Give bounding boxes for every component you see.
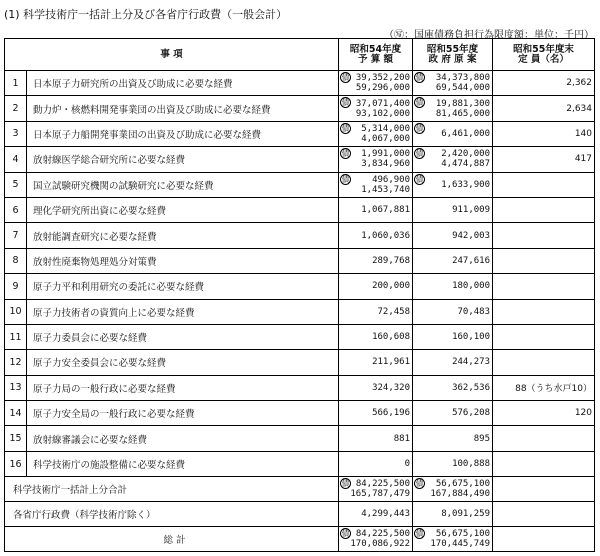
row-number: 3	[5, 121, 27, 146]
row-item: 国立試験研究機関の試験研究に必要な経費	[27, 172, 339, 197]
row-number: 15	[5, 426, 27, 451]
fy55-value-line: 70,483	[457, 306, 490, 317]
total-row-label: 総 計	[5, 527, 339, 552]
fy54-value-line: 84,225,500	[355, 479, 410, 490]
header-fy55-draft: 昭和55年度 政 府 原 案	[413, 39, 493, 71]
subtotal-row	[5, 477, 595, 502]
fy55-value-line: 100,888	[452, 459, 490, 470]
fy55-value	[413, 274, 493, 299]
row-number: 2	[5, 96, 27, 121]
staff-value: 140	[493, 121, 595, 146]
row-item: 放射能調査研究に必要な経費	[27, 223, 339, 248]
fy54-value	[339, 527, 413, 552]
fy54-value-line: 170,086,922	[350, 539, 410, 550]
row-number: 11	[5, 324, 27, 349]
table-row	[5, 350, 595, 375]
fy55-value	[413, 502, 493, 527]
fy55-value-line: 247,616	[452, 255, 490, 266]
staff-value	[493, 299, 595, 324]
fy54-value-line: 881	[393, 433, 410, 444]
table-row	[5, 324, 595, 349]
fy54-value	[339, 299, 413, 324]
fy54-value-line: 5,314,000	[361, 123, 410, 134]
fy54-value-line: 1,067,881	[361, 205, 410, 216]
row-number: 16	[5, 451, 27, 476]
header-item: 事 項	[5, 39, 339, 71]
staff-value: 417	[493, 147, 595, 172]
debt-limit-mark: 債	[415, 529, 424, 539]
staff-value	[493, 426, 595, 451]
fy54-value-line: 566,196	[372, 408, 410, 419]
staff-value	[493, 274, 595, 299]
row-number: 1	[5, 71, 27, 96]
fy55-value-line: 56,675,100	[435, 529, 490, 540]
row-number: 5	[5, 172, 27, 197]
row-item: 原子力技術者の資質向上に必要な経費	[27, 299, 339, 324]
fy55-value	[413, 121, 493, 146]
table-row	[5, 426, 595, 451]
fy55-value-line: 244,273	[452, 357, 490, 368]
fy55-value	[413, 375, 493, 400]
fy54-value	[339, 121, 413, 146]
row-number: 8	[5, 248, 27, 273]
staff-value	[493, 223, 595, 248]
fy54-value	[339, 71, 413, 96]
row-item: 日本原子力研究所の出資及び助成に必要な経費	[27, 71, 339, 96]
fy55-value	[413, 96, 493, 121]
fy54-value-line: 3,834,960	[361, 159, 410, 170]
staff-value: 2,634	[493, 96, 595, 121]
row-item: 放射線医学総合研究所に必要な経費	[27, 147, 339, 172]
debt-limit-mark: 債	[415, 149, 424, 159]
fy54-value-line: 37,071,400	[355, 98, 410, 109]
unit-note: （㊢：国庫債務負担行為限度額：単位：千円）	[384, 30, 594, 41]
row-item: 動力炉・核燃料開発事業団の出資及び助成に必要な経費	[27, 96, 339, 121]
debt-limit-mark: 債	[341, 174, 350, 184]
total-row	[5, 527, 595, 552]
staff-value	[493, 172, 595, 197]
fy55-value	[413, 197, 493, 222]
row-item: 原子力安全局の一般行政に必要な経費	[27, 401, 339, 426]
fy54-value-line: 72,458	[377, 306, 410, 317]
table-row	[5, 147, 595, 172]
row-number: 13	[5, 375, 27, 400]
fy54-value-line: 59,296,000	[355, 83, 410, 94]
fy55-value	[413, 248, 493, 273]
debt-limit-mark: 債	[415, 123, 424, 133]
budget-table	[4, 38, 595, 552]
debt-limit-mark: 債	[341, 149, 350, 159]
fy55-value-line: 56,675,100	[435, 479, 490, 490]
row-item: 日本原子力船開発事業団の出資及び助成に必要な経費	[27, 121, 339, 146]
row-item: 原子力安全委員会に必要な経費	[27, 350, 339, 375]
table-row	[5, 96, 595, 121]
debt-limit-mark: 債	[415, 98, 424, 108]
fy54-value-line: 4,299,443	[361, 509, 410, 520]
debt-limit-mark: 債	[415, 73, 424, 82]
fy54-value	[339, 401, 413, 426]
row-number: 14	[5, 401, 27, 426]
fy54-value-line: 84,225,500	[355, 529, 410, 540]
fy55-value-line: 942,003	[452, 230, 490, 241]
table-row	[5, 248, 595, 273]
fy55-value-line: 170,445,749	[430, 539, 490, 550]
staff-value	[493, 527, 595, 552]
fy55-value	[413, 223, 493, 248]
fy55-value-line: 8,091,259	[441, 509, 490, 520]
fy54-value-line: 1,453,740	[361, 184, 410, 195]
fy55-value	[413, 324, 493, 349]
staff-value	[493, 248, 595, 273]
fy55-value-line: 362,536	[452, 382, 490, 393]
fy54-value-line: 160,608	[372, 332, 410, 343]
staff-value	[493, 451, 595, 476]
fy54-value	[339, 96, 413, 121]
fy55-value	[413, 147, 493, 172]
staff-value: 2,362	[493, 71, 595, 96]
row-number: 7	[5, 223, 27, 248]
fy54-value-line: 1,060,036	[361, 230, 410, 241]
fy54-value-line: 0	[404, 459, 410, 470]
fy55-value	[413, 71, 493, 96]
staff-value: 120	[493, 401, 595, 426]
ministries-row-label: 各省庁行政費（科学技術庁除く）	[5, 502, 339, 527]
debt-limit-mark: 債	[341, 73, 350, 82]
table-title: (1) 科学技術庁一括計上分及び各省庁行政費（一般会計）	[4, 8, 288, 21]
fy55-value	[413, 451, 493, 476]
table-row	[5, 274, 595, 299]
staff-value: 88（うち水戸10）	[493, 375, 595, 400]
fy55-value	[413, 401, 493, 426]
debt-limit-mark: 債	[415, 479, 424, 489]
row-item: 理化学研究所出資に必要な経費	[27, 197, 339, 222]
fy54-value	[339, 172, 413, 197]
staff-value	[493, 324, 595, 349]
fy54-value-line: 39,352,200	[355, 73, 410, 84]
staff-value	[493, 197, 595, 222]
staff-value	[493, 477, 595, 502]
table-row	[5, 451, 595, 476]
fy54-value-line: 289,768	[372, 255, 410, 266]
debt-limit-mark: 債	[341, 123, 350, 133]
fy55-value-line: 167,884,490	[430, 489, 490, 500]
subtotal-row-label: 科学技術庁一括計上分合計	[5, 477, 339, 502]
fy55-value	[413, 477, 493, 502]
fy54-value-line: 200,000	[372, 281, 410, 292]
fy55-value	[413, 350, 493, 375]
fy54-value-line: 324,320	[372, 382, 410, 393]
row-number: 10	[5, 299, 27, 324]
row-number: 9	[5, 274, 27, 299]
table-row	[5, 172, 595, 197]
fy55-value-line: 34,373,800	[435, 73, 490, 84]
staff-value	[493, 502, 595, 527]
row-number: 4	[5, 147, 27, 172]
row-item: 原子力委員会に必要な経費	[27, 324, 339, 349]
fy55-value-line: 69,544,000	[435, 83, 490, 94]
staff-value	[493, 350, 595, 375]
fy54-value	[339, 197, 413, 222]
fy54-value	[339, 375, 413, 400]
fy55-value-line: 2,420,000	[441, 149, 490, 160]
table-row	[5, 197, 595, 222]
fy55-value-line: 19,881,300	[435, 98, 490, 109]
fy54-value-line: 165,787,479	[350, 489, 410, 500]
header-fy54-budget: 昭和54年度 予 算 額	[339, 39, 413, 71]
row-item: 科学技術庁の施設整備に必要な経費	[27, 451, 339, 476]
fy55-value-line: 911,009	[452, 205, 490, 216]
fy55-value-line: 180,000	[452, 281, 490, 292]
fy55-value-line: 576,208	[452, 408, 490, 419]
row-item: 原子力局の一般行政に必要な経費	[27, 375, 339, 400]
fy55-value-line: 6,461,000	[441, 128, 490, 139]
table-row	[5, 299, 595, 324]
row-item: 放射線審議会に必要な経費	[27, 426, 339, 451]
debt-limit-mark: 債	[341, 98, 350, 108]
fy54-value	[339, 502, 413, 527]
debt-limit-mark: 債	[341, 529, 350, 539]
debt-limit-mark: 債	[415, 174, 424, 184]
fy54-value	[339, 274, 413, 299]
table-row	[5, 401, 595, 426]
row-item: 原子力平和利用研究の委託に必要な経費	[27, 274, 339, 299]
table-row	[5, 223, 595, 248]
fy54-value	[339, 223, 413, 248]
fy55-value	[413, 527, 493, 552]
fy54-value-line: 93,102,000	[355, 108, 410, 119]
row-item: 放射性廃棄物処理処分対策費	[27, 248, 339, 273]
fy54-value	[339, 248, 413, 273]
fy55-value-line: 1,633,900	[441, 179, 490, 190]
fy55-value	[413, 172, 493, 197]
fy55-value-line: 895	[473, 433, 490, 444]
fy55-value-line: 4,474,887	[441, 159, 490, 170]
fy55-value	[413, 299, 493, 324]
fy55-value-line: 81,465,000	[435, 108, 490, 119]
fy54-value-line: 211,961	[372, 357, 410, 368]
debt-limit-mark: 債	[341, 479, 350, 489]
fy54-value	[339, 147, 413, 172]
fy54-value	[339, 451, 413, 476]
row-number: 6	[5, 197, 27, 222]
fy54-value-line: 1,991,000	[361, 149, 410, 160]
row-number: 12	[5, 350, 27, 375]
table-row	[5, 375, 595, 400]
ministries-row	[5, 502, 595, 527]
header-staff: 昭和55年度末 定 員（名）	[493, 39, 595, 71]
table-row	[5, 121, 595, 146]
fy54-value	[339, 350, 413, 375]
table-row	[5, 71, 595, 96]
fy55-value	[413, 426, 493, 451]
fy54-value-line: 496,900	[372, 174, 410, 185]
fy54-value	[339, 324, 413, 349]
fy54-value	[339, 426, 413, 451]
fy55-value-line: 160,100	[452, 332, 490, 343]
fy54-value-line: 4,067,000	[361, 133, 410, 144]
fy54-value	[339, 477, 413, 502]
